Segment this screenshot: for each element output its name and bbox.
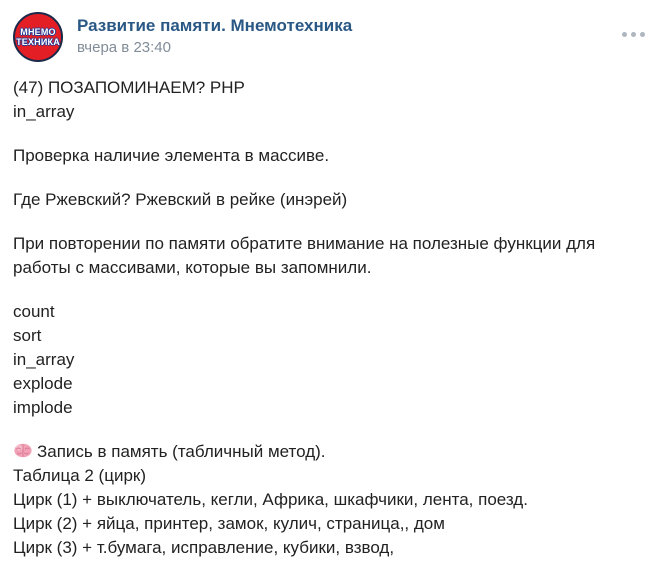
post-text-line: Где Ржевский? Ржевский в рейке (инэрей) [13, 190, 348, 209]
ellipsis-dot-icon [640, 32, 645, 37]
post-text-line: sort [13, 326, 42, 345]
post-text-line: Проверка наличие элемента в массиве. [13, 146, 330, 165]
post-text-line [13, 440, 655, 464]
group-name-link[interactable]: Развитие памяти. Мнемотехника [77, 16, 353, 35]
post-paragraph [13, 76, 655, 124]
ellipsis-dot-icon [622, 32, 627, 37]
post-text-line: Цирк (1) + выключатель, кегли, Африка, шкафчики, лента, поезд. [13, 490, 528, 509]
post-header-info [77, 12, 352, 58]
post-header [13, 12, 655, 62]
post-text-line: Таблица 2 (цирк) [13, 466, 147, 485]
post-actions-menu-button[interactable] [618, 26, 649, 43]
post-timestamp-link[interactable]: вчера в 23:40 [77, 39, 171, 56]
brain-emoji-icon [13, 441, 33, 460]
post-text-span: Запись в память (табличный метод). [37, 442, 326, 461]
avatar-logo-line2: ТЕХНИКА [16, 37, 60, 47]
post-text-line: in_array [13, 102, 75, 121]
ellipsis-dot-icon [631, 32, 636, 37]
post-paragraph [13, 232, 655, 280]
post-paragraph [13, 440, 655, 560]
post-paragraph [13, 188, 655, 212]
post-text-body [13, 76, 655, 560]
post-text-line: explode [13, 374, 73, 393]
post-text-line: implode [13, 398, 73, 417]
post-paragraph [13, 300, 655, 420]
post-paragraph [13, 144, 655, 168]
post-text-line: Цирк (3) + т.бумага, исправление, кубики, взвод, [13, 538, 395, 557]
group-avatar[interactable] [13, 12, 63, 62]
avatar-logo-line1: МНЕМО [20, 27, 56, 37]
post-text-line: count [13, 302, 55, 321]
post-text-line: (47) ПОЗАПОМИНАЕМ? PHP [13, 78, 245, 97]
post-text-line: При повторении по памяти обратите внимание на полезные функции для работы с массивами, которые вы запомнили. [13, 234, 596, 277]
post-text-line: in_array [13, 350, 75, 369]
post-text-line: Цирк (2) + яйца, принтер, замок, кулич, страница,, дом [13, 514, 445, 533]
